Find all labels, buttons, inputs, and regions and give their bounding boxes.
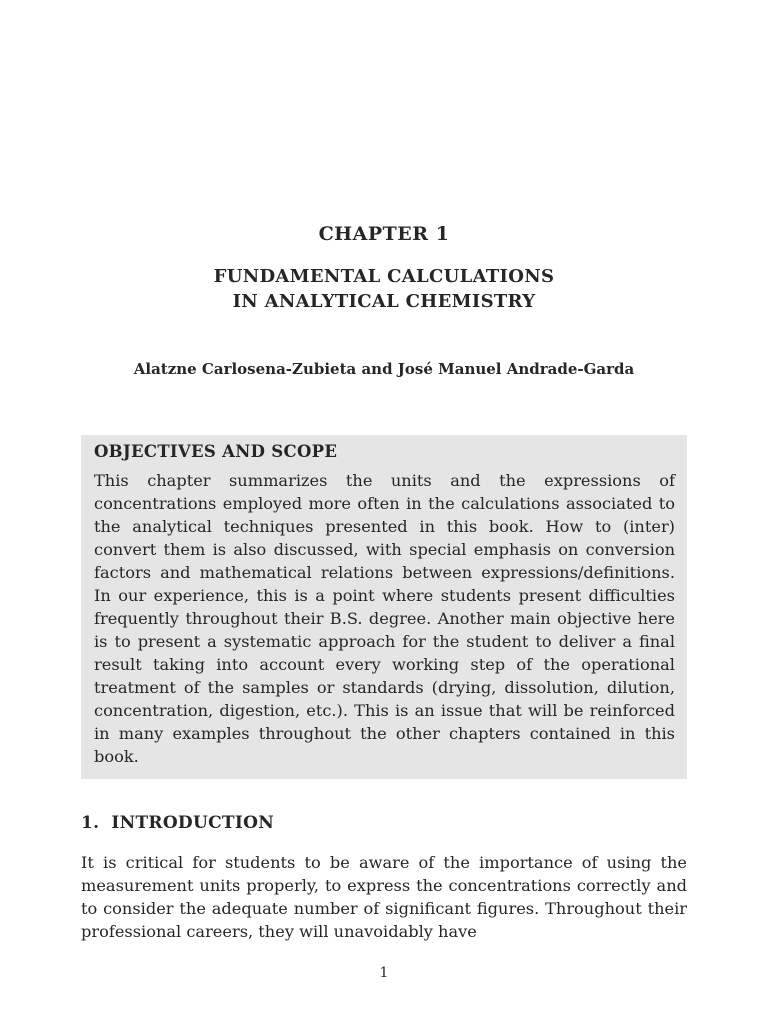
chapter-label: CHAPTER 1: [318, 223, 450, 245]
objectives-box: [81, 435, 687, 779]
section-number: 1.: [81, 813, 100, 833]
chapter-title-line-1: FUNDAMENTAL CALCULATIONS: [213, 266, 555, 287]
objectives-body: This chapter summarizes the units and the expressions of concentrations employed more often in the calculations associated to the analytical techniques presented in this book. How to (inter) convert them is also discussed, with special emphasis on conversion factors and mathematical relations between expressions/definitions. In our experience, this is a point where students present difficulties frequently throughout their B.S. degree. Another main objective here is to present a systematic approach for the student to deliver a final result taking into account every working step of the operational treatment of the samples or standards (drying, dissolution, dilution, concentration, digestion, etc.). This is an issue that will be reinforced in many examples throughout the other chapters contained in this book.: [94, 471, 675, 766]
section-heading: [81, 812, 274, 834]
chapter-title: [0, 264, 768, 314]
introduction-body: It is critical for students to be aware of the importance of using the measurement units properly, to express the concentrations correctly and to consider the adequate number of significant figures. Throughout their professional careers, they will unavoidably have: [81, 853, 687, 941]
chapter-title-line-2: IN ANALYTICAL CHEMISTRY: [232, 291, 536, 312]
objectives-heading: OBJECTIVES AND SCOPE: [94, 442, 338, 461]
page-number: 1: [379, 965, 389, 981]
chapter-authors: Alatzne Carlosena-Zubieta and José Manuel Andrade-Garda: [133, 360, 635, 378]
section-title: INTRODUCTION: [111, 813, 275, 833]
